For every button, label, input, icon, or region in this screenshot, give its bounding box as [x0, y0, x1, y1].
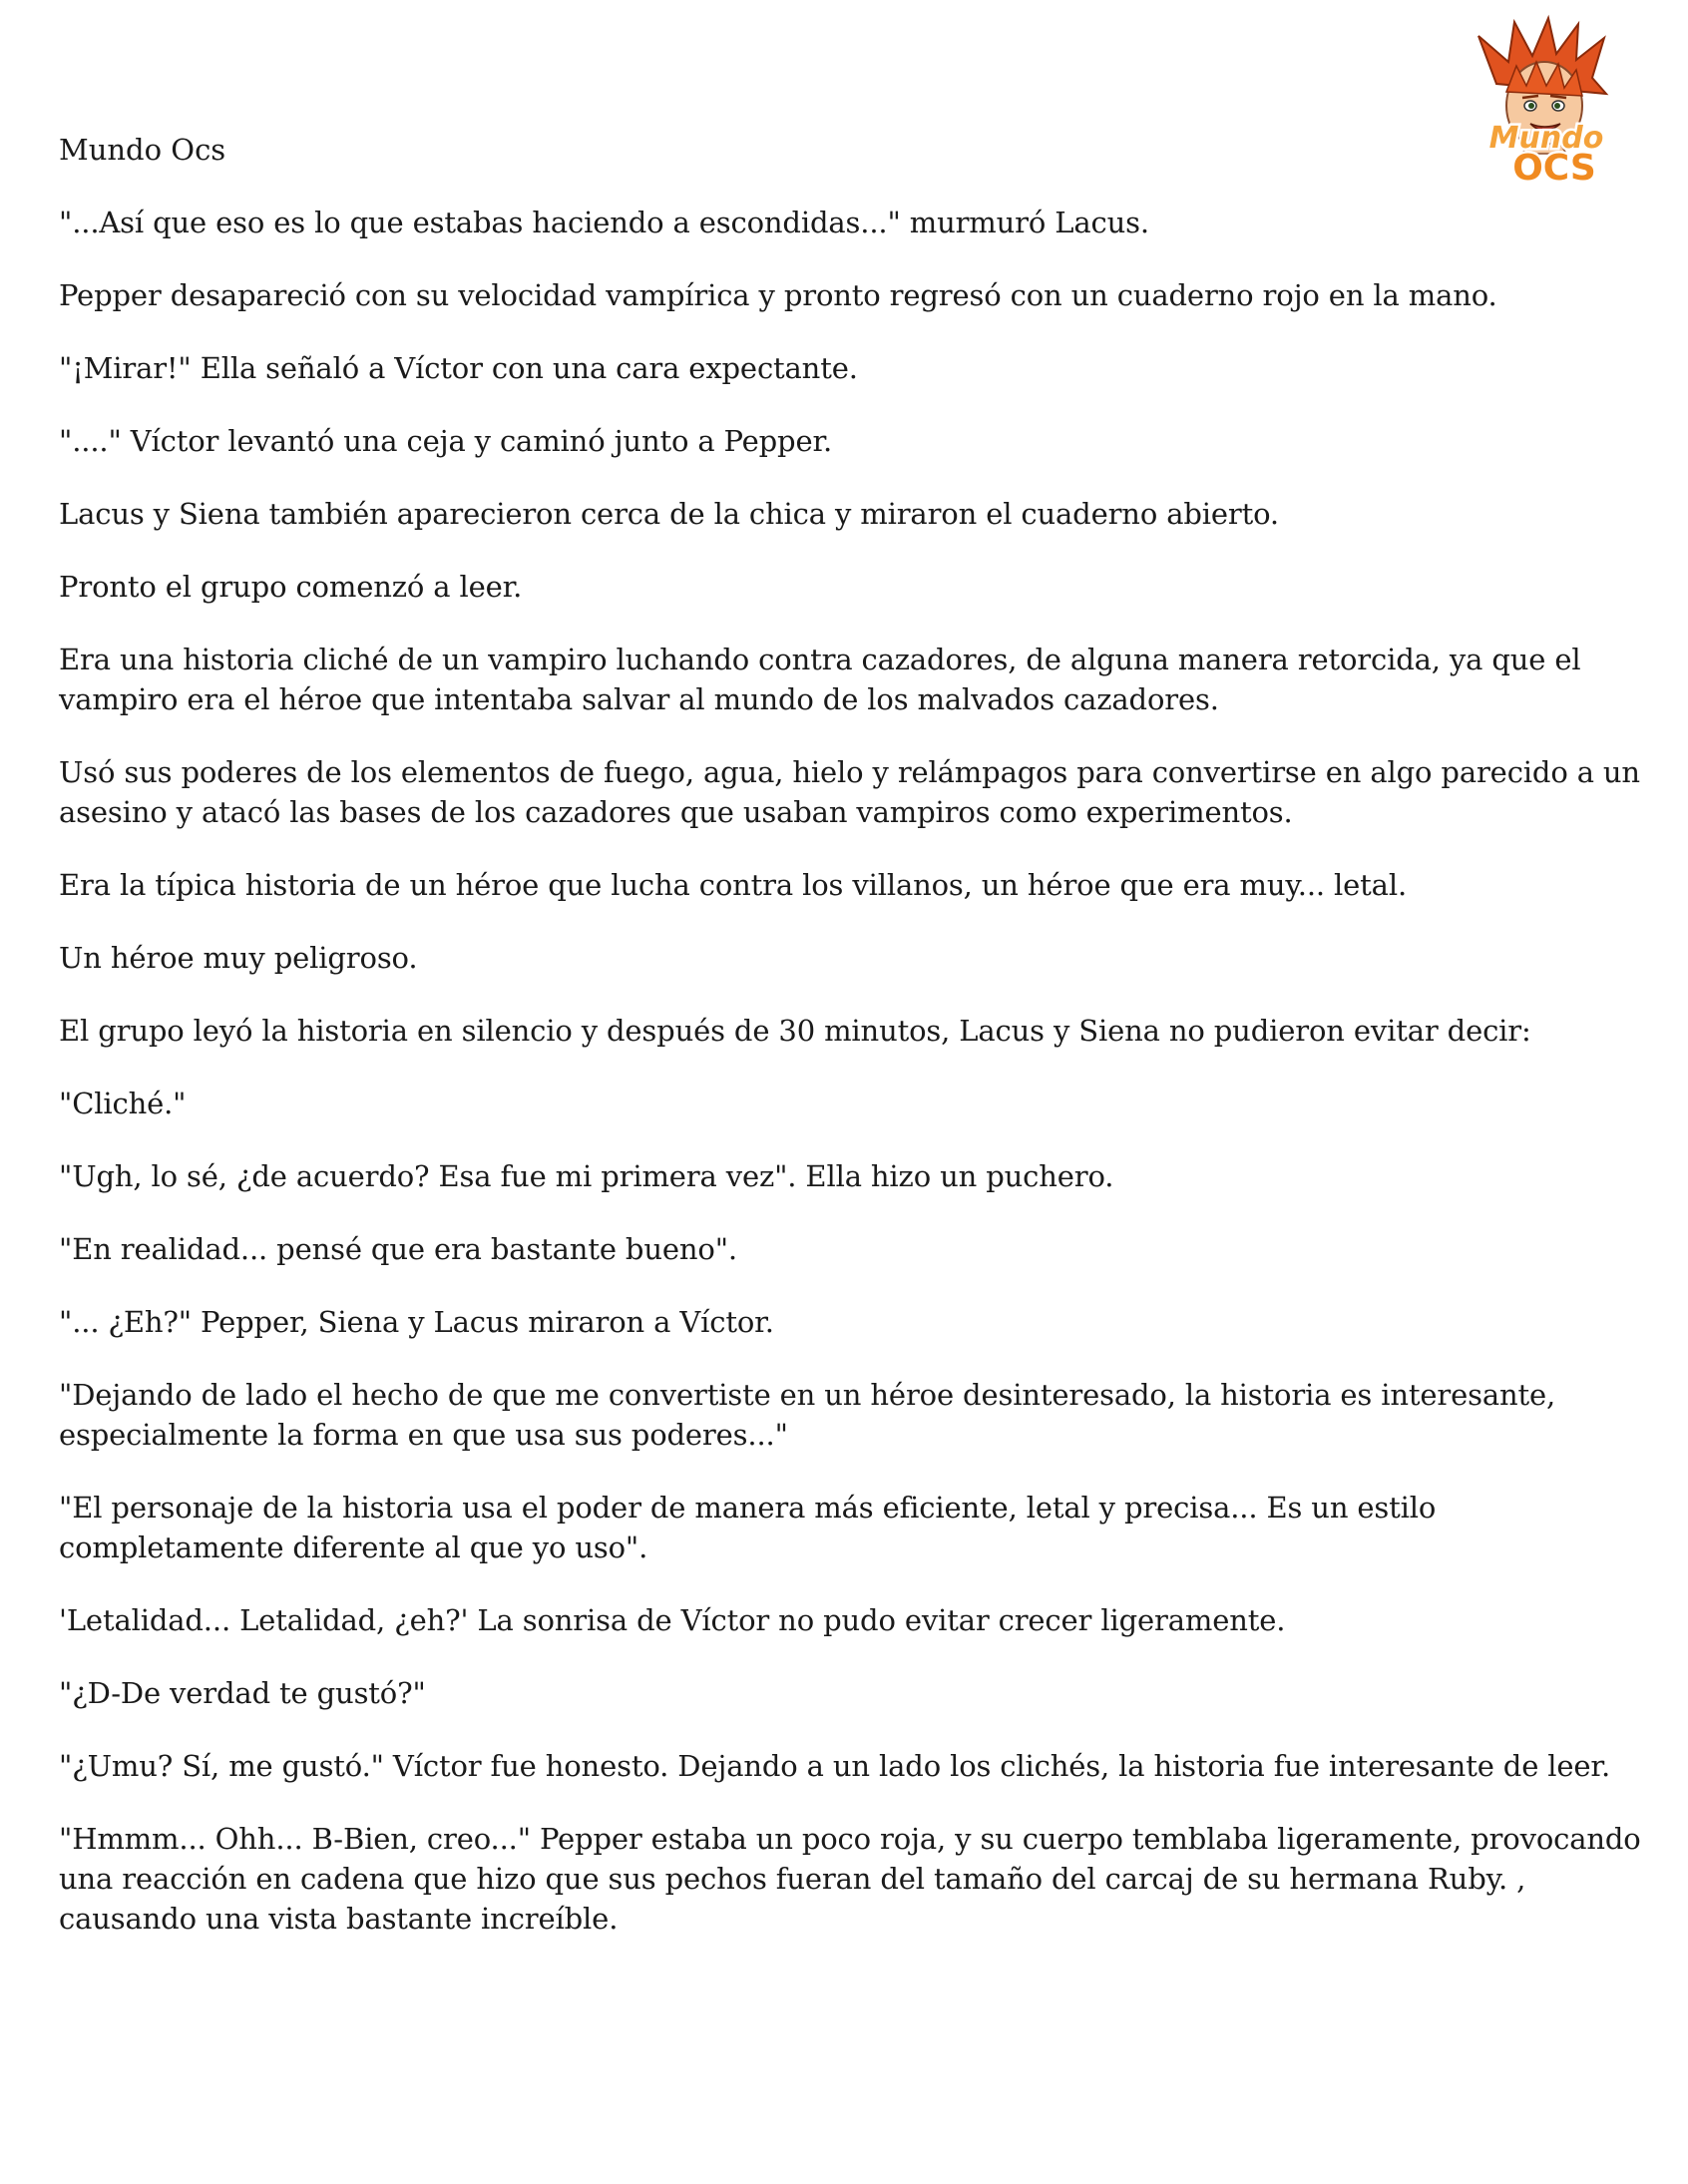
paragraph: "Cliché." [59, 1087, 187, 1120]
paragraph: Lacus y Siena también aparecieron cerca de la chica y miraron el cuaderno abierto. [59, 497, 1279, 531]
paragraph: "El personaje de la historia usa el poder de manera más eficiente, letal y precisa... Es un estilo completamente diferente al que yo uso". [59, 1491, 1437, 1564]
document-body [59, 130, 1645, 1971]
paragraph: "... ¿Eh?" Pepper, Siena y Lacus miraron a Víctor. [59, 1305, 774, 1339]
page-title: Mundo Ocs [59, 133, 226, 167]
logo-text-mundo: Mundo [1488, 121, 1604, 156]
paragraph: "Hmmm... Ohh... B-Bien, creo..." Pepper estaba un poco roja, y su cuerpo temblaba ligeramente, provocando una reacción en cadena que hizo que sus pechos fueran del tamaño del carcaj de su hermana Ruby. , causando una vista bastante increíble. [59, 1822, 1641, 1936]
paragraph: "Dejando de lado el hecho de que me convertiste en un héroe desinteresado, la historia es interesante, especialmente la forma en que usa sus poderes..." [59, 1378, 1556, 1452]
paragraph: "¡Mirar!" Ella señaló a Víctor con una cara expectante. [59, 351, 858, 385]
paragraph: El grupo leyó la historia en silencio y después de 30 minutos, Lacus y Siena no pudieron evitar decir: [59, 1014, 1531, 1048]
paragraph: Era una historia cliché de un vampiro luchando contra cazadores, de alguna manera retorcida, ya que el vampiro era el héroe que intentaba salvar al mundo de los malvados cazadores. [59, 643, 1581, 716]
paragraph: Pronto el grupo comenzó a leer. [59, 570, 523, 604]
paragraph: 'Letalidad... Letalidad, ¿eh?' La sonrisa de Víctor no pudo evitar crecer ligeramente. [59, 1603, 1286, 1637]
logo-text-ocs: OCS [1512, 148, 1596, 186]
paragraph: "...." Víctor levantó una ceja y caminó junto a Pepper. [59, 424, 833, 458]
paragraph: "...Así que eso es lo que estabas haciendo a escondidas..." murmuró Lacus. [59, 206, 1149, 239]
paragraph: "En realidad... pensé que era bastante bueno". [59, 1232, 737, 1266]
paragraph: "¿Umu? Sí, me gustó." Víctor fue honesto. Dejando a un lado los clichés, la historia fue interesante de leer. [59, 1749, 1611, 1783]
paragraph: Un héroe muy peligroso. [59, 941, 418, 975]
paragraph: Pepper desapareció con su velocidad vampírica y pronto regresó con un cuaderno rojo en la mano. [59, 278, 1497, 312]
paragraph: "¿D-De verdad te gustó?" [59, 1676, 426, 1710]
paragraph: Usó sus poderes de los elementos de fuego, agua, hielo y relámpagos para convertirse en algo parecido a un asesino y atacó las bases de los cazadores que usaban vampiros como experimentos. [59, 755, 1640, 829]
paragraph: Era la típica historia de un héroe que lucha contra los villanos, un héroe que era muy... letal. [59, 868, 1408, 902]
paragraph: "Ugh, lo sé, ¿de acuerdo? Esa fue mi primera vez". Ella hizo un puchero. [59, 1159, 1114, 1193]
